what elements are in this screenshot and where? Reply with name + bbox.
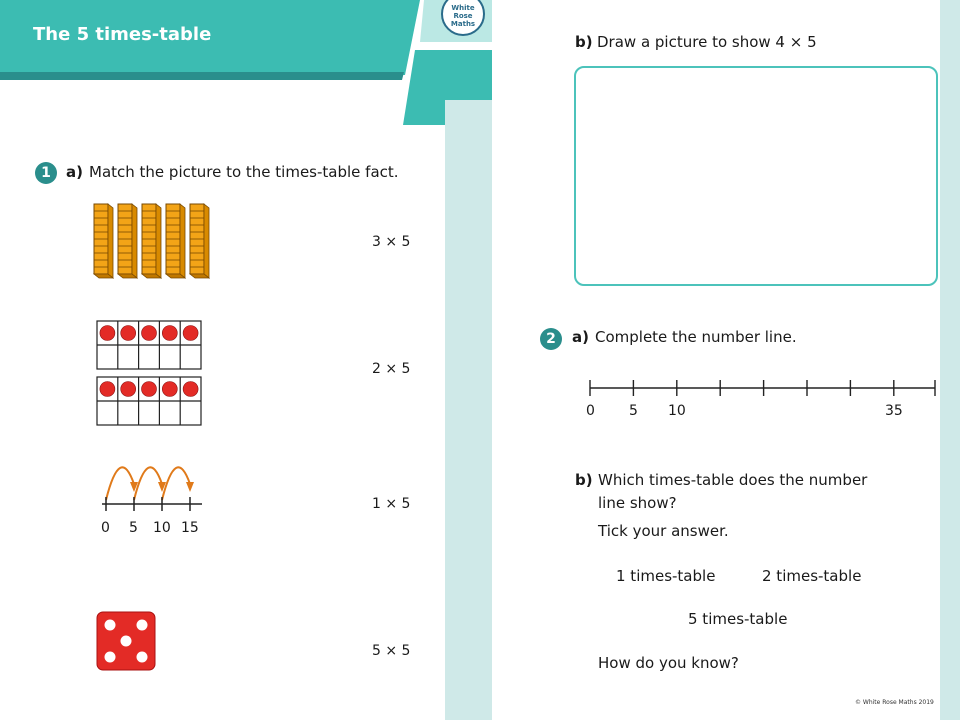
question-number-badge: 2 [540, 328, 562, 350]
jump-number-line [98, 452, 208, 520]
copyright-footer: © White Rose Maths 2019 [855, 699, 934, 706]
fact-option[interactable]: 3 × 5 [372, 234, 411, 250]
white-rose-logo: White Rose Maths [441, 0, 485, 36]
part-label: b) [575, 471, 593, 489]
tick-label: 0 [101, 520, 110, 536]
red-counter [162, 326, 177, 341]
number-line-label: 10 [668, 403, 686, 419]
page-title: The 5 times-table [33, 24, 212, 45]
tick-label: 5 [129, 520, 138, 536]
part-label: a) [66, 163, 83, 181]
question-text: line show? [598, 494, 677, 512]
red-counter [162, 382, 177, 397]
red-counter [121, 382, 136, 397]
cube-tower [94, 204, 113, 278]
cube-tower [142, 204, 161, 278]
number-line-label: 35 [885, 403, 903, 419]
cube-tower [190, 204, 209, 278]
tick-label: 10 [153, 520, 171, 536]
fact-option[interactable]: 5 × 5 [372, 643, 411, 659]
drawing-answer-box[interactable] [574, 66, 938, 286]
number-line-label: 5 [629, 403, 638, 419]
right-page-edge-strip [940, 0, 960, 720]
left-page-edge-strip [445, 100, 492, 720]
fact-option[interactable]: 2 × 5 [372, 361, 411, 377]
reasoning-question: How do you know? [598, 654, 739, 672]
red-counter [121, 326, 136, 341]
number-line [585, 378, 940, 402]
question-text: Draw a picture to show 4 × 5 [597, 33, 817, 51]
part-label: b) [575, 33, 593, 51]
red-counter [183, 326, 198, 341]
die-five [96, 611, 158, 673]
question-number-badge: 1 [35, 162, 57, 184]
part-label: a) [572, 328, 589, 346]
ten-frames [96, 320, 204, 428]
red-counter [100, 326, 115, 341]
red-counter [183, 382, 198, 397]
question-text: Complete the number line. [595, 328, 797, 346]
cube-tower [166, 204, 185, 278]
question-text: Match the picture to the times-table fact. [89, 163, 399, 181]
answer-option-2-times-table[interactable]: 2 times-table [762, 567, 862, 585]
tick-label: 15 [181, 520, 199, 536]
answer-option-5-times-table[interactable]: 5 times-table [688, 610, 788, 628]
number-line-label: 0 [586, 403, 595, 419]
red-counter [100, 382, 115, 397]
red-counter [142, 326, 157, 341]
header-banner [0, 0, 500, 125]
question-text: Which times-table does the number [598, 471, 868, 489]
cube-tower [118, 204, 137, 278]
red-counter [142, 382, 157, 397]
cube-towers [90, 203, 220, 280]
instruction-text: Tick your answer. [598, 522, 729, 540]
answer-option-1-times-table[interactable]: 1 times-table [616, 567, 716, 585]
fact-option[interactable]: 1 × 5 [372, 496, 411, 512]
